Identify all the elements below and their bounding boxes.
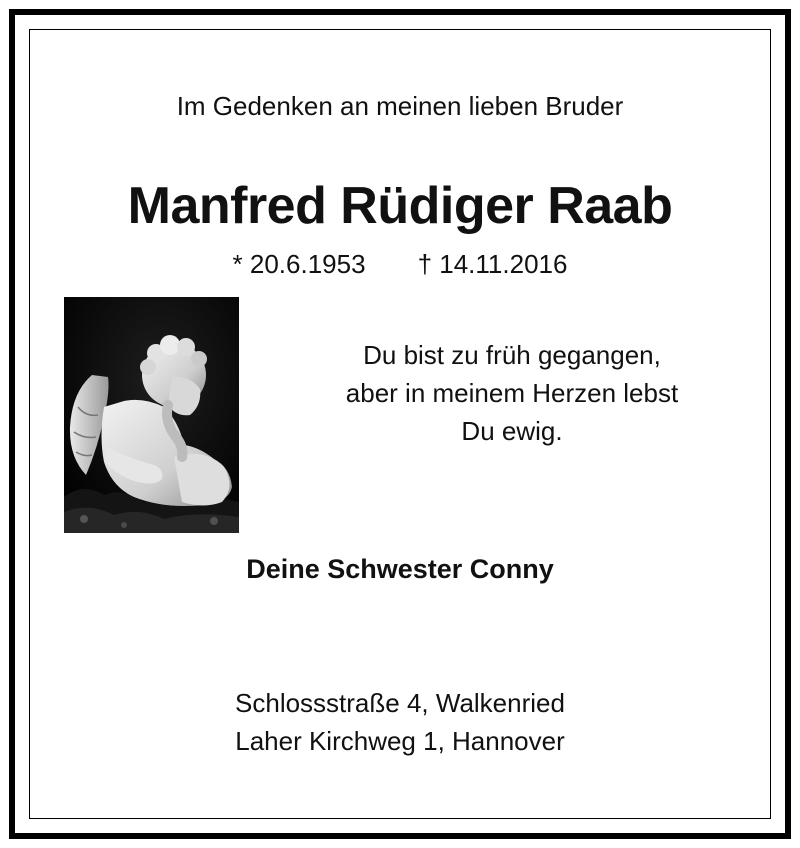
- life-dates: [0, 247, 800, 281]
- intro-text: Im Gedenken an meinen lieben Bruder: [176, 91, 624, 121]
- memorial-quote: [300, 336, 724, 450]
- quote-line: Du ewig.: [461, 416, 563, 446]
- birth-date: * 20.6.1953: [232, 249, 366, 279]
- address-line: Schlossstraße 4, Walkenried: [235, 688, 565, 718]
- quote-line: Du bist zu früh gegangen,: [363, 340, 661, 370]
- angel-photo: [64, 297, 239, 533]
- quote-line: aber in meinem Herzen lebst: [345, 378, 679, 408]
- angel-statue-icon: [64, 297, 239, 533]
- death-date: † 14.11.2016: [417, 249, 568, 279]
- address-line: Laher Kirchweg 1, Hannover: [235, 726, 565, 756]
- signature: Deine Schwester Conny: [246, 554, 554, 584]
- address-block: [0, 684, 800, 760]
- deceased-name: Manfred Rüdiger Raab: [127, 177, 673, 235]
